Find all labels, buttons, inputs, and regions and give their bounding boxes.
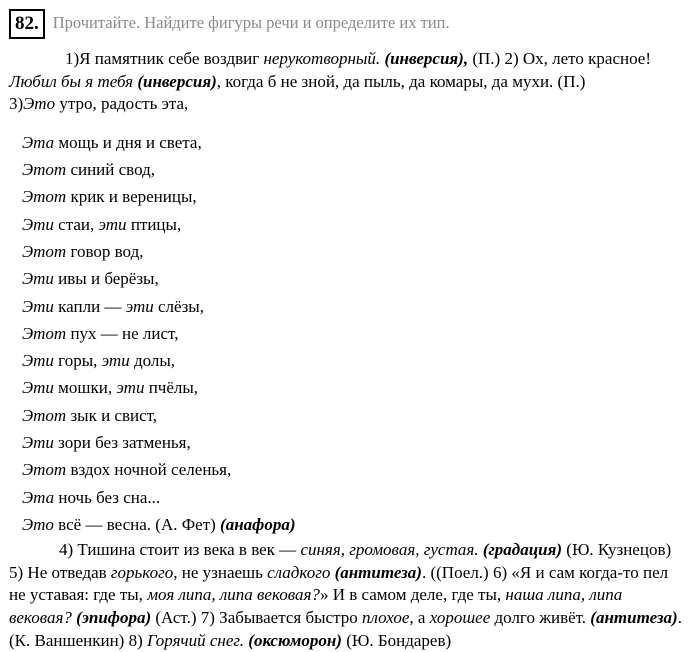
- item-7-text-a: Забывается быстро: [214, 608, 362, 628]
- item-1-text-b: (П.): [468, 49, 501, 68]
- poem-line-anaphora: Эти: [22, 351, 54, 371]
- poem-line: [22, 129, 700, 156]
- item-3-author: (А. Фет): [151, 514, 221, 534]
- poem-line-rest: пух — не лист,: [66, 323, 179, 343]
- poem-line-rest-2: слёзы,: [153, 296, 204, 316]
- poem-line-anaphora: Это: [22, 514, 54, 534]
- poem-line: [22, 456, 700, 483]
- item-8-marker: 8): [128, 630, 143, 650]
- item-3-opening-line: [0, 93, 700, 116]
- poem-line: [22, 265, 700, 292]
- poem-line: [22, 402, 700, 429]
- poem-line-rest: зори без затменья,: [53, 433, 191, 453]
- item-1-text-a: Я памятник себе воздвиг: [79, 49, 264, 68]
- poem-line-rest: зык и свист,: [66, 405, 158, 425]
- poem-line-anaphora: Этот: [22, 241, 67, 261]
- exercise-header: [0, 0, 700, 39]
- item-1-marker: 1): [65, 49, 80, 68]
- poem-line: [22, 347, 700, 374]
- poem-line-rest-2: птицы,: [126, 214, 182, 234]
- poem-line-anaphora-2: эти: [98, 214, 127, 234]
- item-2-text-b: , когда б не зной, да пыль, да комары, да мухи. (П.): [216, 71, 586, 91]
- item-1-italic-a: нерукотворный.: [263, 49, 381, 68]
- item-5-text-c: . ((Поел.): [421, 562, 489, 582]
- poem-line: [22, 293, 700, 320]
- poem-line-anaphora-2: эти: [116, 378, 145, 398]
- item-7-italic-a: плохое: [361, 608, 410, 628]
- poem-line-rest: вздох ночной селенья,: [66, 460, 232, 480]
- poem-line-rest: ивы и берёзы,: [53, 269, 159, 289]
- poem-line-rest: горы,: [53, 351, 102, 371]
- item-8-text-a: (Ю. Бондарев): [341, 630, 452, 650]
- item-4-text-b: (Ю. Кузнецов): [562, 540, 672, 560]
- poem-line: [22, 238, 700, 265]
- item-6-italic-b: наша липа, липа вековая?: [9, 585, 623, 628]
- poem-line: [22, 183, 700, 210]
- item-6-text-c: (Аст.): [151, 608, 197, 628]
- item-4-italic-a: синяя, громовая, густая.: [300, 540, 479, 560]
- poem-line-rest: ночь без сна...: [54, 487, 161, 507]
- item-5-marker: 5): [9, 562, 24, 582]
- item-1-figure: (инверсия),: [380, 49, 469, 68]
- item-4-marker: 4): [59, 540, 74, 560]
- poem-spacer: [0, 116, 700, 129]
- item-4-text-a: Тишина стоит из века в век —: [73, 540, 301, 560]
- item-3-marker: 3): [9, 94, 24, 114]
- item-2-marker: 2): [504, 49, 519, 68]
- item-3-text-a: утро, радость эта,: [55, 94, 189, 114]
- item-2-text-a: Ох, лето красное!: [518, 49, 651, 68]
- poem-line: [22, 320, 700, 347]
- item-5-italic-a: горького: [110, 562, 174, 582]
- poem-line-anaphora: Эти: [22, 214, 54, 234]
- poem-line: [22, 429, 700, 456]
- poem-line-rest: стаи,: [53, 214, 99, 234]
- poem-line-anaphora: Этот: [22, 323, 67, 343]
- item-5-text-b: , не узнаешь: [173, 562, 268, 582]
- item-8-italic-a: Горячий снег.: [142, 630, 245, 650]
- poem-line-rest-2: долы,: [129, 351, 176, 371]
- item-3-figure: (анафора): [220, 514, 296, 534]
- poem-line-anaphora: Эти: [22, 433, 54, 453]
- poem-line-anaphora-2: эти: [101, 351, 130, 371]
- poem-body: [0, 129, 700, 538]
- item-3-italic-a: Это: [23, 94, 56, 114]
- item-7-text-b: , а: [409, 608, 430, 628]
- poem-line-rest: мощь и дня и света,: [54, 132, 202, 152]
- poem-line-anaphora: Этот: [22, 460, 67, 480]
- exercise-number-box: 82.: [9, 9, 45, 39]
- item-2-italic-a: Любил бы я тебя: [9, 71, 134, 91]
- poem-line-rest-2: пчёлы,: [144, 378, 199, 398]
- poem-line-anaphora: Эта: [22, 132, 55, 152]
- poem-line-anaphora: Этот: [22, 160, 67, 180]
- item-7-text-d: . (К. Ваншенкин): [9, 608, 682, 650]
- poem-line-rest: мошки,: [53, 378, 117, 398]
- poem-line-anaphora: Эти: [22, 269, 54, 289]
- poem-line-anaphora: Эти: [22, 296, 54, 316]
- item-7-text-c: долго живёт.: [490, 608, 587, 628]
- poem-line: [22, 374, 700, 401]
- poem-line-rest: синий свод,: [66, 160, 155, 180]
- item-6-text-a: «Я и сам когда-то пел не уставая: где ты,: [9, 562, 669, 605]
- item-6-marker: 6): [492, 562, 508, 582]
- item-2-figure: (инверсия): [133, 71, 217, 91]
- item-4-figure: (градация): [478, 540, 563, 560]
- item-8-figure: (оксюморон): [244, 630, 342, 650]
- item-7-italic-b: хорошее: [429, 608, 491, 628]
- item-7-figure: (антитеза): [586, 608, 678, 628]
- poem-line-rest: всё — весна.: [53, 514, 152, 534]
- poem-last-line: [22, 511, 700, 538]
- poem-line: [22, 211, 700, 238]
- item-7-marker: 7): [200, 608, 215, 628]
- poem-line-anaphora: Этот: [22, 187, 67, 207]
- items-4-8-paragraph: [0, 539, 700, 652]
- item-5-figure: (антитеза): [330, 562, 422, 582]
- poem-line-rest: крик и вереницы,: [66, 187, 197, 207]
- poem-line-anaphora: Этот: [22, 405, 67, 425]
- item-6-figure: (эпифора): [71, 608, 152, 628]
- poem-line: [22, 484, 700, 511]
- poem-line-anaphora: Эти: [22, 378, 54, 398]
- poem-line-rest: капли —: [53, 296, 126, 316]
- item-6-text-b: » И в самом деле, где ты,: [319, 585, 506, 605]
- poem-line: [22, 156, 700, 183]
- item-6-italic-a: моя липа, липа вековая?: [147, 585, 320, 605]
- item-5-italic-b: сладкого: [267, 562, 331, 582]
- items-1-2-paragraph: [0, 48, 700, 93]
- poem-line-anaphora: Эта: [22, 487, 55, 507]
- poem-line-rest: говор вод,: [66, 241, 144, 261]
- exercise-task-text: Прочитайте. Найдите фигуры речи и определите их тип.: [52, 12, 450, 32]
- poem-line-anaphora-2: эти: [125, 296, 154, 316]
- item-5-text-a: Не отведав: [23, 562, 111, 582]
